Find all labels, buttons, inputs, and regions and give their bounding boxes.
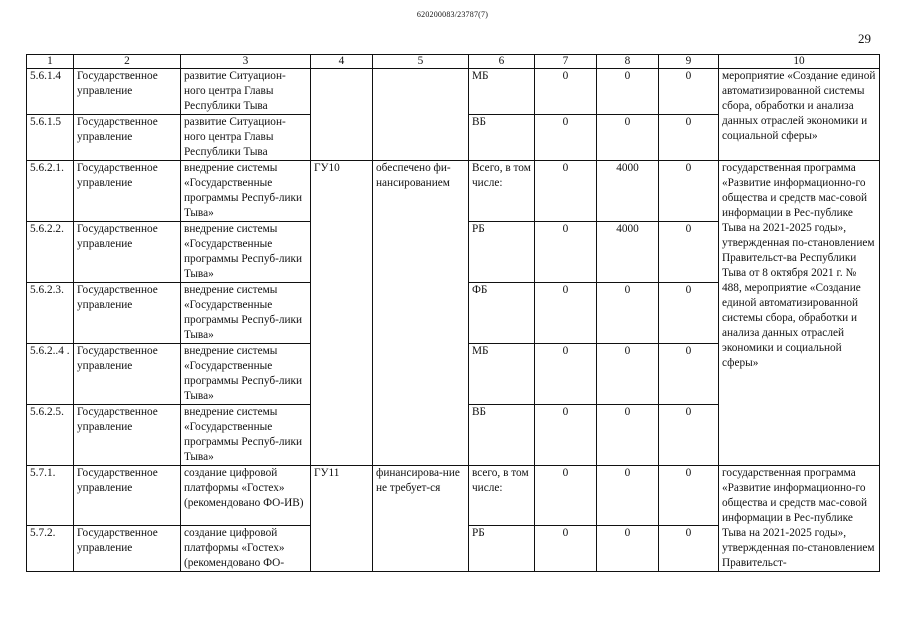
value-col8: 4000 — [597, 222, 659, 283]
value-col7: 0 — [535, 526, 597, 572]
col-header-9: 9 — [659, 55, 719, 69]
value-col8: 0 — [597, 69, 659, 115]
value-col8: 0 — [597, 283, 659, 344]
activity-cell: создание цифровой платформы «Гостех» (рекомендовано ФО- — [181, 526, 311, 572]
value-col7: 0 — [535, 344, 597, 405]
row-number: 5.6.2.3. — [27, 283, 74, 344]
note-cell: мероприятие «Создание единой автоматизированной системы сбора, обработки и анализа данных отраслей экономики и социальной сферы» — [719, 69, 880, 161]
value-col7: 0 — [535, 283, 597, 344]
area-cell: Государственное управление — [74, 222, 181, 283]
value-col8: 0 — [597, 466, 659, 526]
value-col7: 0 — [535, 161, 597, 222]
source-cell: Всего, в том числе: — [469, 161, 535, 222]
area-cell: Государственное управление — [74, 405, 181, 466]
value-col8: 0 — [597, 405, 659, 466]
col-header-6: 6 — [469, 55, 535, 69]
source-cell: ВБ — [469, 115, 535, 161]
row-number: 5.6.2..4 . — [27, 344, 74, 405]
value-col9: 0 — [659, 69, 719, 115]
col-header-1: 1 — [27, 55, 74, 69]
value-col8: 0 — [597, 526, 659, 572]
value-col7: 0 — [535, 405, 597, 466]
row-number: 5.6.2.2. — [27, 222, 74, 283]
source-cell: всего, в том числе: — [469, 466, 535, 526]
value-col7: 0 — [535, 69, 597, 115]
area-cell: Государственное управление — [74, 344, 181, 405]
row-number: 5.6.2.5. — [27, 405, 74, 466]
area-cell: Государственное управление — [74, 161, 181, 222]
area-cell: Государственное управление — [74, 283, 181, 344]
code-cell: ГУ11 — [311, 466, 373, 572]
value-col9: 0 — [659, 161, 719, 222]
area-cell: Государственное управление — [74, 69, 181, 115]
result-cell — [373, 69, 469, 161]
value-col9: 0 — [659, 222, 719, 283]
source-cell: МБ — [469, 69, 535, 115]
activity-cell: внедрение системы «Государственные программы Респуб-лики Тыва» — [181, 344, 311, 405]
col-header-10: 10 — [719, 55, 880, 69]
column-number-row — [27, 55, 880, 69]
table-row — [27, 161, 880, 222]
row-number: 5.7.2. — [27, 526, 74, 572]
value-col7: 0 — [535, 222, 597, 283]
col-header-5: 5 — [373, 55, 469, 69]
source-cell: РБ — [469, 526, 535, 572]
row-number: 5.6.1.5 — [27, 115, 74, 161]
code-cell — [311, 69, 373, 161]
value-col9: 0 — [659, 466, 719, 526]
table-row — [27, 69, 880, 115]
col-header-3: 3 — [181, 55, 311, 69]
value-col8: 0 — [597, 344, 659, 405]
row-number: 5.7.1. — [27, 466, 74, 526]
activity-cell: развитие Ситуацион-ного центра Главы Республики Тыва — [181, 115, 311, 161]
value-col8: 0 — [597, 115, 659, 161]
value-col9: 0 — [659, 344, 719, 405]
activity-cell: внедрение системы «Государственные программы Респуб-лики Тыва» — [181, 161, 311, 222]
value-col7: 0 — [535, 466, 597, 526]
area-cell: Государственное управление — [74, 466, 181, 526]
col-header-8: 8 — [597, 55, 659, 69]
value-col9: 0 — [659, 405, 719, 466]
value-col9: 0 — [659, 283, 719, 344]
source-cell: РБ — [469, 222, 535, 283]
value-col9: 0 — [659, 526, 719, 572]
table-row — [27, 466, 880, 526]
source-cell: ВБ — [469, 405, 535, 466]
program-table — [26, 54, 880, 572]
note-cell: государственная программа «Развитие информационно-го общества и средств мас-совой информации в Рес-публике Тыва на 2021-2025 годы», утвержденная по-становлением Правительст-ва Республики Тыва от 8 октября 2021 г. № 488, мероприятие «Создание единой автоматизированной системы сбора, обработки и анализа данных отраслей экономики и социальной сферы» — [719, 161, 880, 466]
activity-cell: внедрение системы «Государственные программы Респуб-лики Тыва» — [181, 222, 311, 283]
activity-cell: внедрение системы «Государственные программы Респуб-лики Тыва» — [181, 405, 311, 466]
value-col8: 4000 — [597, 161, 659, 222]
area-cell: Государственное управление — [74, 526, 181, 572]
activity-cell: создание цифровой платформы «Гостех» (рекомендовано ФО-ИВ) — [181, 466, 311, 526]
col-header-4: 4 — [311, 55, 373, 69]
value-col9: 0 — [659, 115, 719, 161]
page-number: 29 — [858, 31, 871, 46]
value-col7: 0 — [535, 115, 597, 161]
document-id: 620200083/23787(7) — [416, 10, 489, 19]
col-header-7: 7 — [535, 55, 597, 69]
row-number: 5.6.1.4 — [27, 69, 74, 115]
source-cell: ФБ — [469, 283, 535, 344]
activity-cell: внедрение системы «Государственные программы Респуб-лики Тыва» — [181, 283, 311, 344]
area-cell: Государственное управление — [74, 115, 181, 161]
activity-cell: развитие Ситуацион-ного центра Главы Республики Тыва — [181, 69, 311, 115]
row-number: 5.6.2.1. — [27, 161, 74, 222]
source-cell: МБ — [469, 344, 535, 405]
code-cell: ГУ10 — [311, 161, 373, 466]
col-header-2: 2 — [74, 55, 181, 69]
note-cell: государственная программа «Развитие информационно-го общества и средств мас-совой информации в Рес-публике Тыва на 2021-2025 годы», утвержденная по-становлением Правительст- — [719, 466, 880, 572]
result-cell: финансирова-ние не требует-ся — [373, 466, 469, 572]
result-cell: обеспечено фи-нансированием — [373, 161, 469, 466]
